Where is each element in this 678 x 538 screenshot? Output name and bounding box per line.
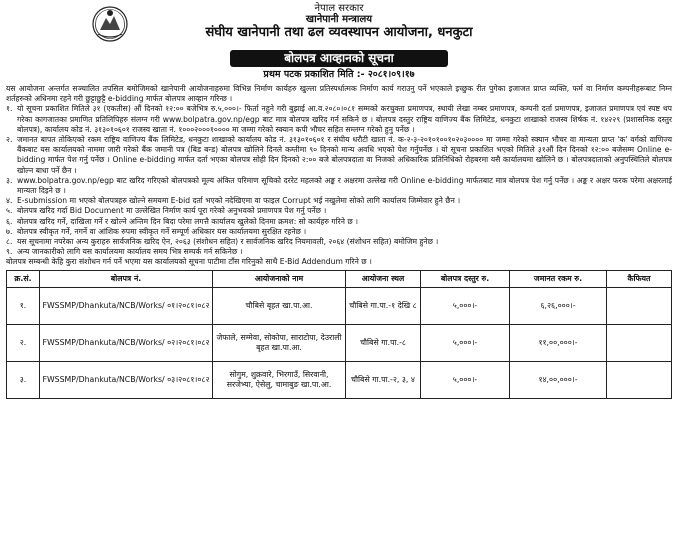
item-number: ४.: [6, 196, 13, 206]
item-text: अन्य जानकारीको लागि यस कार्यालयमा कार्यालय समय भित्र सम्पर्क गर्न सकिनेछ ।: [17, 247, 243, 257]
security-cell: १४,००,०००।-: [510, 361, 607, 398]
list-item: [6, 247, 672, 257]
serial-cell: ३.: [7, 361, 40, 398]
list-item: [6, 206, 672, 216]
notice-header: [6, 0, 672, 48]
list-item: [6, 237, 672, 247]
project-name-cell: जेफाले, सम्मेवा, सोकोपा, साराटोपा, देउराली बृहत खा.पा.आ.: [213, 324, 346, 361]
nepal-emblem-icon: [90, 3, 130, 43]
item-text: E-submission मा भएको बोलपत्रहरु खोल्ने समयमा E-bid दर्ता भएको नदेखिएमा वा फाइल Corrupt भई नखुलेमा सोको लागि कार्यालय जिम्मेवार हुने छैन ।: [17, 196, 461, 206]
fee-cell: ५,०००।-: [421, 287, 510, 324]
column-header: बोलपत्र नं.: [40, 270, 213, 287]
security-cell: ११,००,०००।-: [510, 324, 607, 361]
column-header: बोलपत्र दस्तुर रु.: [421, 270, 510, 287]
item-number: ८.: [6, 237, 13, 247]
notice-body: [6, 84, 672, 268]
serial-cell: २.: [7, 324, 40, 361]
item-number: ३.: [6, 175, 13, 185]
location-cell: चौबिसे गा.पा.-२, ३, ४: [346, 361, 421, 398]
remarks-cell: [607, 324, 672, 361]
security-cell: ६,२६,०००।-: [510, 287, 607, 324]
remarks-cell: [607, 361, 672, 398]
bid-number-cell: FWSSMP/Dhankuta/NCB/Works/ ०२।२०८१।०८२: [40, 324, 213, 361]
item-text: यस सूचनामा नपरेका अन्य कुराहरु सार्वजनिक खरिद ऐन, २०६३ (संशोधन सहित) र सार्वजनिक खरिद नियमावली, २०६४ (संशोधन सहित) बमोजिम हुनेछ ।: [17, 237, 439, 247]
item-number: ६.: [6, 216, 13, 226]
item-text: यो सूचना प्रकाशित मितिले ३१ (एकतीस) औं दिनको १२:०० बजेभित्र रु.५,०००।- फिर्ता नहुने गरी बुझाई आ.व.२०८०।०८१ सम्मको करचुक्ता प्रमाणपत्र, स्थायी लेखा नम्बर प्रमाणपत्र, कम्पनी दर्ता प्रमाणपत्र, इजाजत प्रमाणपत्र एवं स्पष्ट थप गरेका कागजातका प्रमाणित प्रतिलिपिहरु संलग्न गरी www.bolpatra.gov.np/egp बाट मात्र बोलपत्र खरिद गर्न सकिने छ । बोलपत्र दस्तुर राष्ट्रिय वाणिज्य बैंक लिमिटेड, धनकुटा शाखाको राजस्व शिर्षक नं. १४२२९ (प्रशासनिक दस्तुर बोलपत्र), कार्यालय कोड नं. ३१३०१०६०१ राजस्व खाता नं. १०००२०००१०००० मा जम्मा गरेको स्क्यान कपी भौचर सहित सम्लग्न गरेको हुनु पर्नेछ ।: [17, 104, 672, 134]
intro-paragraph: यस आयोजना अन्तर्गत सञ्चालित तपसिल बमोजिमको खानेपानी आयोजनाहरुमा विभिन्न निर्माण कार्यहरु खुल्ला प्रतिस्पर्धात्मक निर्माण कार्य गराउनु पर्ने भएकाले इच्छुक रीत पुगेका इजाजत प्राप्त व्यक्ति, फर्म वा निर्माण कम्पनीहरूबाट निम्न शर्तहरुको अधिनमा रहने गरी छुट्टाछुट्टै e-bidding मार्फत बोलपत्र आव्हान गरिन्छ ।: [6, 84, 672, 104]
item-number: ५.: [6, 206, 13, 216]
item-number: ७.: [6, 226, 13, 236]
list-item: [6, 196, 672, 206]
item-text: जमानत बापत तोकिएको रकम राष्ट्रिय वाणिज्य बैंक लिमिटेड, धनकुटा शाखाको कार्यालय कोड नं. ३१३०१०६०१ र संघीय धरौटी खाता नं. क-२-३-२०१०१००१०२०३०००० मा जम्मा गरेको स्क्यान भौचर वा मान्यता प्राप्त 'क' वर्गको वाणिज्य बैंकबाट यस कार्यालयको नाममा जारी गरेको बैंक जमानी पत्र (बिड बन्ड) बोलपत्र खोलिने दिनले कम्तीमा ९० दिनको मान्य अवधि भएको पेश गर्नुपर्नेछ । यो सूचना प्रकाशित भएको मितिले ३१औं दिन दिनको १२:०० बजेसम्म Online e-bidding मार्फत पेश गर्नु पर्नेछ । Online e-bidding मार्फत दर्ता भएका बोलपत्र सोही दिन दिनको २:०० बजे बोलपत्रदाता वा निजको अधिकारिक प्रतिनिधिको रोहबरमा यसै कार्यालयमा खोलिने छ । बोलपत्रदाताको अनुपस्थितिले बोलपत्र खोल्न बाधा पर्ने छैन ।: [17, 135, 672, 175]
item-text: बोलपत्र खरिद गर्दा Bid Document मा उल्लेखित निर्माण कार्य पूरा गरेको अनुभवको प्रमाणपत्र पेश गर्नु पर्नेछ ।: [17, 206, 327, 216]
column-header: जमानत रकम रु.: [510, 270, 607, 287]
column-header: आयोजनाको नाम: [213, 270, 346, 287]
project-name-cell: सोगुम, शुक्रवारे, भिरगाउँ, सिरवानी, सरजेभ्या, ऐसेलु, चामाबुङ खा.पा.आ.: [213, 361, 346, 398]
publication-date: प्रथम पटक प्रकाशित मिति :- २०८१।०९।१७: [263, 69, 415, 80]
list-item: [6, 217, 672, 227]
list-item: [6, 104, 672, 135]
location-cell: चौबिसे गा.पा.-१ देखि ८: [346, 287, 421, 324]
fee-cell: ५,०००।-: [421, 324, 510, 361]
item-text: www.bolpatra.gov.np/egp बाट खरिद गरिएको बोलपत्रको मूल्य अंकित परिमाण सूचिको दररेट महलको अङ्क र अक्षरमा उल्लेख गरी Online e-bidding मार्फतबाट मात्र बोलपत्र पेश गर्नु पर्नेछ । अङ्क र अक्षर फरक परेमा अक्षरलाई मान्यता दिइने छ ।: [17, 175, 672, 196]
footer-note: बोलपत्र सम्बन्धी केहि कुरा संशोधन गर्न पर्ने भएमा यस कार्यालयको सूचना पाटीमा टाँस गरिनुको साथै E-Bid Addendum गरिने छ ।: [6, 257, 372, 267]
fee-cell: ५,०००।-: [421, 361, 510, 398]
column-header: आयोजना स्थल: [346, 270, 421, 287]
item-text: बोलपत्र स्वीकृत गर्ने, नगर्ने वा आंशिक रुपमा स्वीकृत गर्ने सम्पूर्ण अधिकार यस कार्यालयमा सुरक्षित रहनेछ ।: [17, 226, 307, 236]
table-header-row: [7, 270, 672, 287]
conditions-list: [6, 104, 672, 257]
remarks-cell: [607, 287, 672, 324]
table-row: [7, 287, 672, 324]
bid-number-cell: FWSSMP/Dhankuta/NCB/Works/ ०३।२०८१।०८२: [40, 361, 213, 398]
bid-number-cell: FWSSMP/Dhankuta/NCB/Works/ ०१।२०८१।०८२: [40, 287, 213, 324]
table-row: [7, 324, 672, 361]
item-number: १.: [6, 104, 13, 114]
ministry-name: खानेपानी मन्त्रालय: [305, 14, 373, 25]
location-cell: चौबिसे गा.पा.-८: [346, 324, 421, 361]
tender-table: [6, 270, 672, 399]
government-name: नेपाल सरकार: [314, 3, 364, 14]
list-item: [6, 135, 672, 176]
column-header: क्र.सं.: [7, 270, 40, 287]
notice-title: बोलपत्र आव्हानको सूचना: [230, 50, 448, 67]
item-number: २.: [6, 135, 13, 145]
list-item: [6, 227, 672, 237]
column-header: कैफियत: [607, 270, 672, 287]
table-row: [7, 361, 672, 398]
list-item: [6, 176, 672, 196]
project-name-cell: चौबिसे बृहत खा.पा.आ.: [213, 287, 346, 324]
serial-cell: १.: [7, 287, 40, 324]
item-number: ९.: [6, 247, 13, 257]
office-name: संघीय खानेपानी तथा ढल व्यवस्थापन आयोजना, धनकुटा: [205, 25, 473, 40]
item-text: बोलपत्र खरिद गर्ने, दाखिला गर्ने र खोल्ने अन्तिम दिन बिदा परेमा लगत्तै कार्यालय खुलेको दिनमा क्रमश: सो कार्यहरु गरिने छ ।: [17, 216, 358, 226]
